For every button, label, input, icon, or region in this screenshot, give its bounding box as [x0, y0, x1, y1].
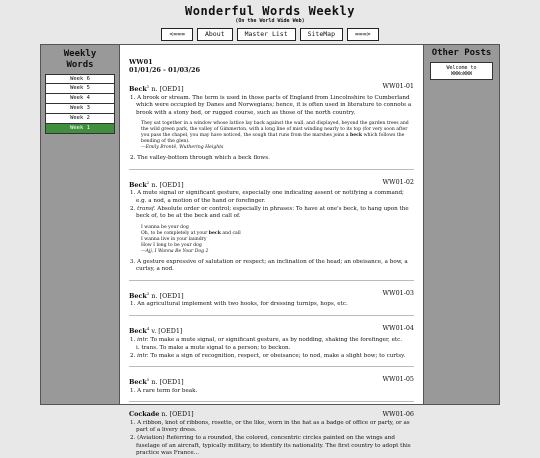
top-nav	[0, 28, 540, 41]
right-sidebar	[424, 45, 499, 404]
issue-id: WW01	[129, 58, 153, 66]
week-item-3[interactable]: Week 3	[45, 104, 115, 114]
site-subtitle: (On the World Wide Web)	[235, 18, 305, 24]
week-item-5[interactable]: Week 5	[45, 84, 115, 94]
week-item-1[interactable]: Week 1	[45, 124, 115, 134]
quotation: They sat together in a window whose lattice lay back against the wall, and displayed, beyond the garden trees and the wild green park, the valley of Gimmerton, with a long line of mist winding nearly to its top (for very soon after you pass the chapel, you may have noticed, the sough that runs from the marshes joins a beck which follows the bending of the glen). —Emily Brontë, Wuthering Heights	[141, 121, 409, 151]
part-of-speech: n. [OED1]	[151, 291, 184, 300]
entry-divider	[129, 366, 414, 367]
homograph-number: 2	[146, 179, 150, 185]
issue-dates: 01/01/26 - 01/03/26	[129, 66, 200, 74]
part-of-speech: n. [OED1]	[151, 85, 184, 94]
sense: 1. A ribbon, knot of ribbons, rosette, or the like, worn in the hat as a badge of office or party, or as part of a livery dress.	[130, 419, 410, 434]
entry-divider	[129, 315, 414, 316]
other-posts-title: Other Posts	[431, 48, 492, 58]
sense: 2. The valley-bottom through which a beck flows.	[130, 155, 270, 162]
entry-beck-5	[129, 375, 414, 402]
headword: Beck	[129, 180, 147, 189]
homograph-number: 3	[146, 290, 150, 296]
entry-code: WW01-02	[382, 177, 414, 186]
entry-beck-2	[129, 178, 414, 281]
part-of-speech: n. [OED1]	[151, 378, 184, 387]
sense: 1. intr. To make a mute signal, or significant gesture, as by nodding, shaking the forefinger, etc.	[130, 336, 403, 343]
welcome-post-link[interactable]: Welcome to WWWoWWW	[430, 62, 493, 80]
part-of-speech: n. [OED1]	[151, 180, 184, 189]
quote-citation: —Ajj, I Wanna Be Your Dog 2	[141, 248, 209, 254]
next-button[interactable]: ===>	[347, 28, 379, 41]
headword: Cockade	[129, 410, 160, 419]
entry-code: WW01-06	[382, 410, 414, 419]
headword: Beck	[129, 85, 147, 94]
prev-button[interactable]: <===	[161, 28, 193, 41]
entry-beck-1	[129, 82, 414, 170]
entry-divider	[129, 280, 414, 281]
sense: 1. A rare term for beak.	[130, 387, 198, 394]
sense: 2. transf. Absolute order or control; especially in phrases: To have at one's beck, to hang upon the beck of, to be at the beck and call of.	[130, 205, 409, 220]
headword: Beck	[129, 327, 147, 335]
entry-code: WW01-05	[382, 375, 414, 383]
sitemap-button[interactable]: SiteMap	[300, 28, 343, 41]
week-item-4[interactable]: Week 4	[45, 94, 115, 104]
sense: 2. intr. To make a sign of recognition, respect, or obeisance; to nod, make a slight bow; to curtsy.	[130, 352, 406, 359]
main-frame	[40, 44, 500, 457]
entry-divider	[129, 169, 414, 170]
entry-cockade	[129, 410, 414, 458]
left-sidebar	[41, 45, 119, 404]
entry-beck-4	[129, 324, 414, 367]
weekly-words-title: Weekly Words	[63, 49, 97, 70]
part-of-speech: n. [OED1]	[161, 410, 194, 419]
sense: 1. A brook or stream. The term is used in those parts of England from Lincolnshire to Cumberland which were occupied by Danes and Norwegians; hence, it is often used in literature to connote a brook with a stony bed, or rugged course, such as those of the north country.	[130, 94, 412, 116]
site-title: Wonderful Words Weekly	[185, 4, 355, 18]
entry-code: WW01-01	[382, 82, 414, 90]
week-item-6[interactable]: Week 6	[45, 74, 115, 84]
entry-code: WW01-03	[382, 288, 414, 297]
site-header	[0, 0, 540, 44]
quote-citation: —Emily Brontë, Wuthering Heights	[141, 145, 224, 151]
entry-head	[129, 82, 414, 94]
week-item-2[interactable]: Week 2	[45, 114, 115, 124]
sense: 1. An agricultural implement with two hooks, for dressing turnips, hops, etc.	[130, 301, 348, 308]
entry-head	[129, 324, 414, 336]
homograph-number: 4	[146, 325, 150, 331]
entry-head	[129, 375, 414, 387]
master-list-button[interactable]: Master List	[237, 28, 296, 41]
headword: Beck	[129, 378, 147, 387]
entry-head	[129, 178, 414, 190]
sense: 2. (Aviation) Referring to a rounded, the colored, concentric circles painted on the wings and fuselage of an aircraft, typically military, to identify its nationality. The first country to adopt this practice was France...	[130, 435, 411, 457]
content-panel	[119, 45, 424, 457]
sense: 1. A mute signal or significant gesture, especially one indicating assent or notifying a command; e.g. a nod, a motion of the hand or forefinger.	[130, 190, 404, 204]
entry-beck-3	[129, 289, 414, 316]
homograph-number: 1	[146, 84, 150, 89]
entry-head	[129, 410, 414, 419]
sense: 3. A gesture expressive of salutation or respect; an inclination of the head; an obeisance, a bow, a curtsy, a nod.	[130, 258, 408, 273]
entry-head	[129, 289, 414, 301]
entry-code: WW01-04	[382, 323, 414, 332]
part-of-speech: v. [OED1]	[151, 327, 183, 335]
entry-divider	[129, 401, 414, 402]
about-button[interactable]: About	[197, 28, 233, 41]
homograph-number: 5	[146, 377, 150, 382]
headword: Beck	[129, 291, 147, 300]
lyric-quotation: I wanna be your dog Oh, to be completely at your beck and call I wanna live in your laundry How I long to be your dog —Ajj, I Wanna Be Your Dog 2	[141, 224, 241, 254]
week-list	[45, 74, 115, 134]
subsense: i. trans. To make a mute signal to a person; to beckon.	[136, 344, 291, 351]
